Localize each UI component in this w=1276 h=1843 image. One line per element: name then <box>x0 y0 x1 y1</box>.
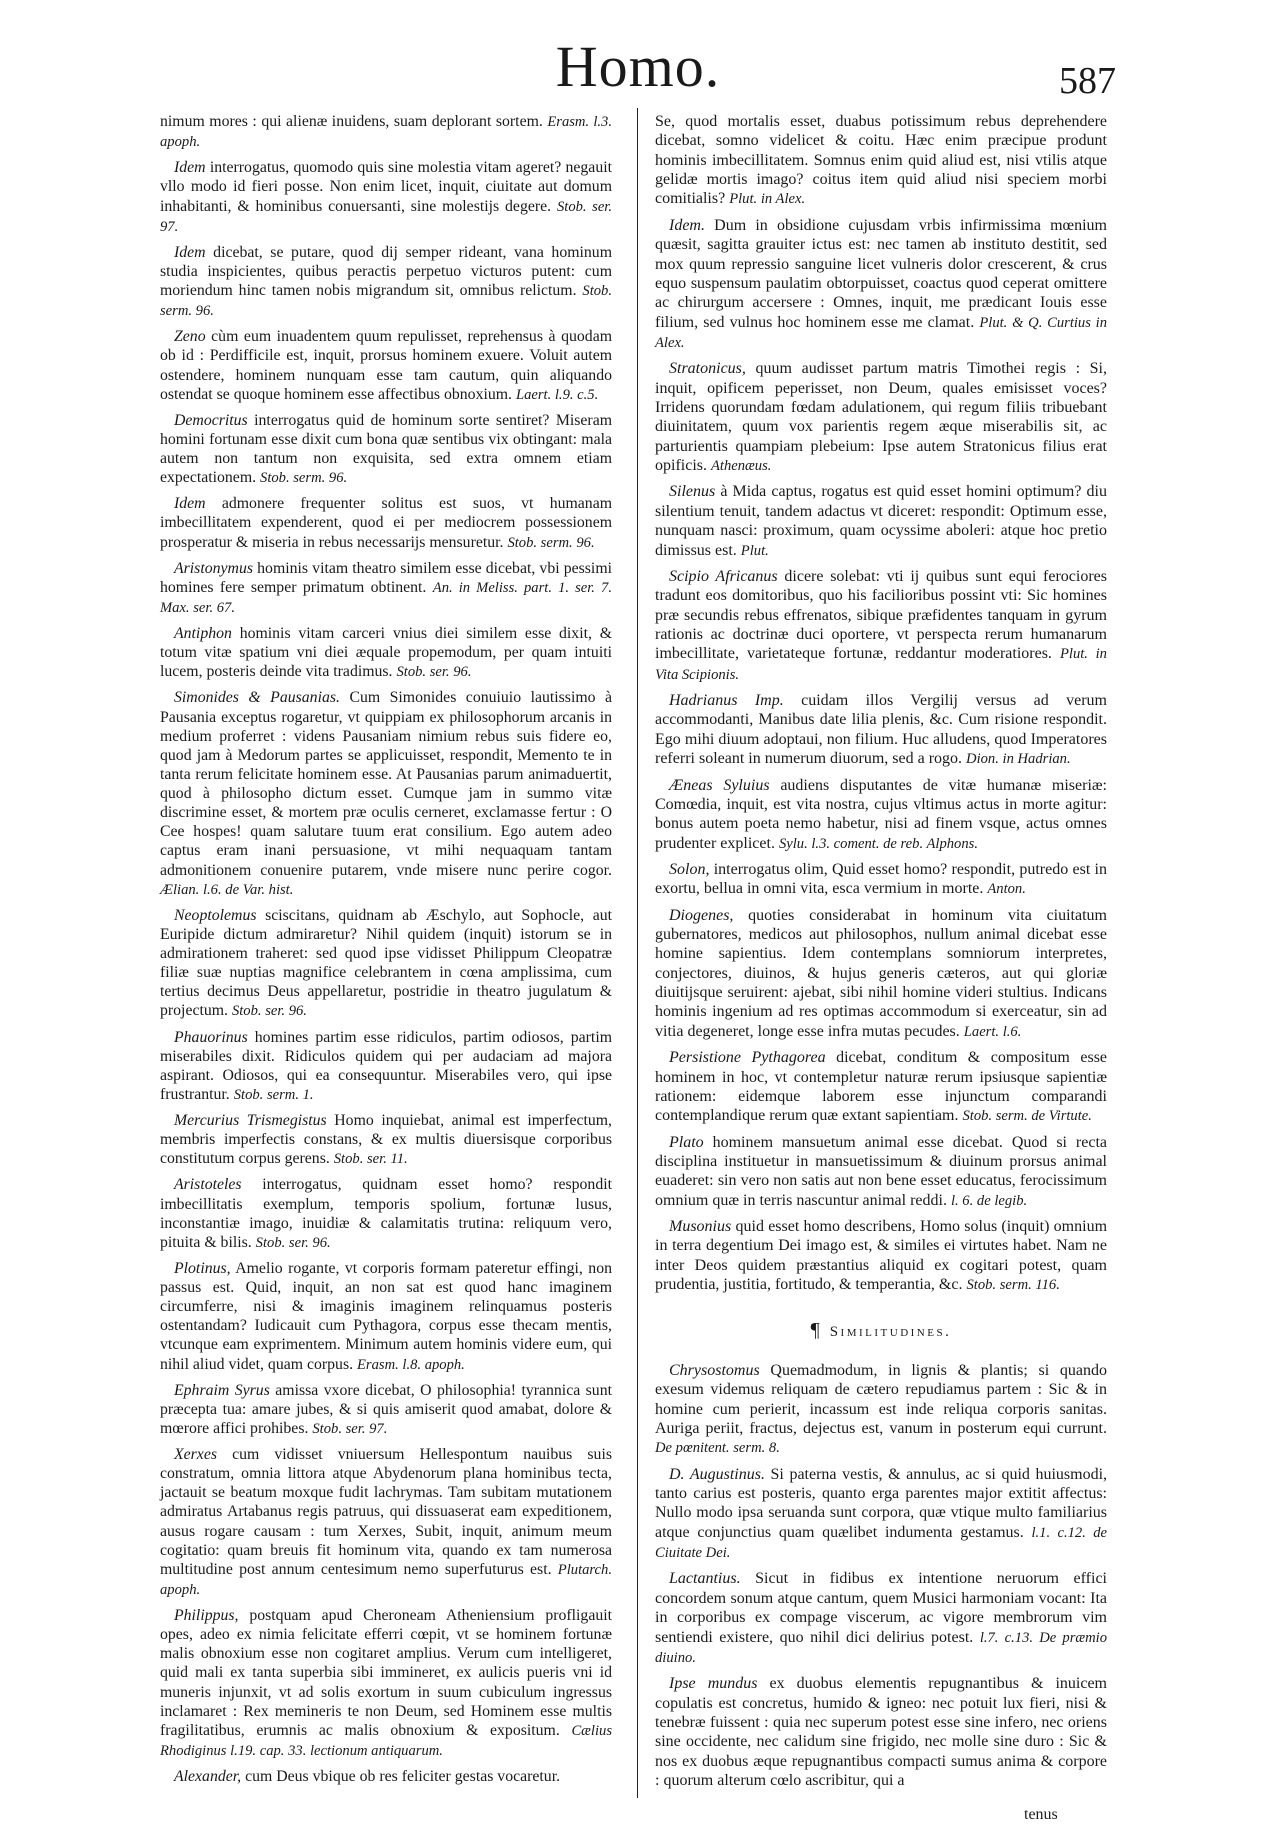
entry-author: Ipse mundus <box>669 1675 758 1693</box>
entry-author: Musonius <box>669 1218 732 1236</box>
left-column-entry <box>160 1381 612 1439</box>
entry-source: Dion. in Hadrian. <box>966 751 1071 768</box>
entry-source: Stob. ser. 96. <box>396 664 472 681</box>
left-column-entry <box>160 906 612 1022</box>
entry-text: interrogatus olim, Quid esset homo? respondit, putredo est in exortu, bellua in omni vita, esca vermium in morte. <box>655 860 1108 898</box>
left-column-entry <box>160 158 612 237</box>
entry-text: dicere solebat: vti ij quibus sunt equi ferociores tradunt eos domitoribus, quo his facilioribus possint vti: Sic homines præ secundis rebus effrenatos, sibique præfidentes tanquam in gyrum rationis ac doctrinæ duci oportere, vt perspecta rerum humanarum imbecillitate, varietateque fortunæ, reddantur moderatiores. <box>655 567 1107 663</box>
entry-author: Antiphon <box>174 625 232 642</box>
entry-text: homines partim esse ridiculos, partim odiosos, partim miserabiles dixit. Ridiculos quidem qui per audaciam ad majora aspirant. Odiosos, qui ea consequuntur. Miserabiles vero, qui ipse frustrantur. <box>160 1028 612 1103</box>
entry-author: Plotinus, <box>174 1259 231 1277</box>
right-column-entry <box>655 567 1107 685</box>
entry-text: hominem mansuetum animal esse dicebat. Quod si recta disciplina instituetur in mansuetissimum & diuinum prorsus animal euaderet: sin vero non satis aut non bene esset educatus, ferocissimum omnium quæ in terris nascuntur animal reddi. <box>655 1133 1108 1209</box>
left-column-entry <box>160 559 612 618</box>
left-column-entry <box>160 1259 612 1375</box>
entry-author: Scipio Africanus <box>669 567 778 585</box>
entry-source: Stob. serm. 1. <box>233 1086 314 1103</box>
entry-author: Zeno <box>174 328 206 346</box>
left-column <box>160 112 612 1792</box>
entry-source: l.7. c.13. De præmio diuino. <box>655 1629 1107 1666</box>
left-column-entry <box>160 494 612 552</box>
entry-source: Sylu. l.3. coment. de reb. Alphons. <box>778 835 978 852</box>
entry-source: Laert. l.9. c.5. <box>515 386 599 403</box>
section-heading-similitudines <box>655 1321 1107 1342</box>
entry-source: Stob. serm. 116. <box>966 1277 1060 1294</box>
entry-text: ex duobus elementis repugnantibus & inuicem copulatis est concretus, humido & igneo: nec potuit lux fieri, nisi & tenebræ fuissent : quia nec superum potest esse sine infero, nec oriens sine occidente, nec calidum sine frigido, nec molle sine duro : Sic & nos ex duobus æque repugnantibus compacti sumus anima & corpore : quorum alterum cœlo ascribitur, qui a <box>655 1675 1108 1790</box>
entry-text: quoties considerabat in hominum vita ciuitatum gubernatores, medicos aut philosophos, nullum animal dicebat esse homine sapientius. Idem contemplans somniorum interpretes, conjectores, diuinos, & hujus generis cæteros, aut qui gloriæ diuitijsque seruirent: ajebat, sibi nihil homine videri stultius. Indicans hominis ingenium ad res optimas accommodum si exerceatur, sin ad vitia degeneret, longe esse infra mutas pecudes. <box>655 906 1107 1040</box>
entry-author: Idem <box>174 159 206 177</box>
entry-source: Stob. ser. 97. <box>160 198 613 235</box>
entry-source: Ælian. l.6. de Var. hist. <box>160 881 294 898</box>
entry-author: Idem <box>174 243 206 261</box>
entry-author: Persistione Pythagorea <box>669 1049 826 1067</box>
left-column-entry <box>160 1028 612 1106</box>
entry-text: Homo inquiebat, animal est imperfectum, membris imperfectis constans, & ex multis diuersisque corporibus constitutum corpus gerens. <box>160 1112 612 1168</box>
entry-text: cùm eum inuadentem quum repulisset, reprehensus à quodam ob id : Perdifficile est, inquit, prorsus hominem exuere. Voluit autem ostendere, hominem nunquam esse tam cautum, quin aliquando ostendat se quoque hominem esse affectibus obnoxium. <box>160 328 612 403</box>
entry-text: admonere frequenter solitus est suos, vt humanam imbecillitatem expenderent, quod ei per mediocrem possessionem prosperatur & miseria in rebus necessarijs mensuretur. <box>160 495 612 551</box>
entry-text: audiens disputantes de vitæ humanæ miseriæ: Comœdia, inquit, est vita nostra, cujus vltimus actus in morte agitur: bonus autem poeta nemo habetur, nisi ad finem vsque, actus omnes prudenter explicet. <box>655 776 1107 852</box>
entry-author: Mercurius Trismegistus <box>174 1112 327 1129</box>
entry-author: Æneas Syluius <box>669 776 770 794</box>
entry-text: interrogatus quid de hominum sorte sentiret? Miseram homini fortunam esse dixit cum bona quæ sentibus vix obtingant: mala autem non tantum non exquisita, sed extra omnem etiam expectationem. <box>160 411 612 487</box>
entry-author: Phauorinus <box>174 1028 248 1046</box>
entry-author: Ephraim Syrus <box>174 1381 270 1399</box>
entry-text: hominis vitam carceri vnius diei similem esse dixit, & totum vitæ spatium vni diei æquale propemodum, per quam intuiti lucem, posteris deinde vita tradimus. <box>160 625 612 681</box>
entry-source: Erasm. l.8. apoph. <box>357 1356 465 1373</box>
entry-source: Plut. in Vita Scipionis. <box>655 646 1107 683</box>
entry-author: Plato <box>669 1133 704 1151</box>
left-column-entry <box>160 1175 612 1253</box>
entry-text: cuidam illos Vergilij versus ad verum accommodanti, Manibus date lilia plenis, &c. Cum risione respondit. Ego mihi diuum adoptaui, non filium. Huc alludens, quod Imperatores referri soleant in numerum diuorum, sed a rogo. <box>655 692 1107 768</box>
left-column-entry <box>160 327 612 405</box>
entry-source: Stob. serm. 96. <box>507 534 595 551</box>
left-column-entry <box>160 1606 612 1761</box>
entry-text: à Mida captus, rogatus est quid esset homini optimum? diu silentium tenuit, tandem adactus vt diceret: respondit: Optimum esse, nunquam nasci: proximum, quam ocyssime aboleri: atque hoc pretio dimissus est. <box>655 483 1107 559</box>
entry-text: postquam apud Cheroneam Atheniensium profligauit opes, adeo ex nimia felicitate efferri cœpit, vt se hominem fortunæ malis obnoxium esse non cogitaret amplius. Verum cum intelligeret, quid mali ex tanta superbia sibi immineret, ex aulicis pueris vni id muneris injunxit, vt ad solis exortum in suum cubiculum ingressus inclamaret : Rex memineris te non Deum, sed Hominem esse multis fragilitatibus, erumnis ac malis obnoxium & expositum. <box>160 1607 613 1739</box>
entry-text: Si paterna vestis, & annulus, ac si quid huiusmodi, tanto carius est posteris, quanto erga parentes major extitit affectus: Nullo modo ipsa seruanda sunt corpora, quæ vtique multo familiarius atque conjunctius quam quælibet indumenta gestamus. <box>655 1465 1108 1541</box>
entry-author: Aristonymus <box>174 559 253 577</box>
entry-source: Laert. l.6. <box>963 1023 1022 1040</box>
entry-text: cum vidisset vniuersum Hellespontum nauibus suis constratum, omnia littora atque Abydenorum plana hominibus tecta, jactauit se beatum moxque fudit lachrymas. Tam subitam mutationem admiratus Artabanus regis patruus, qui dissuaserat eam expeditionem, ausus rogare causam : tum Xerxes, Subit, inquit, animum meum cogitatio: quam breuis fit hominum vita, quando ex tam numerosa multitudine post annum centesimum nemo superfuturus est. <box>160 1446 612 1578</box>
entry-author: Idem. <box>669 216 705 234</box>
left-column-entry <box>160 112 612 152</box>
right-column-entry <box>655 482 1107 560</box>
entry-source: Athenæus. <box>711 458 772 475</box>
entry-author: Lactantius. <box>669 1570 741 1588</box>
similitudines-entry <box>655 1361 1107 1459</box>
page-number: 587 <box>1059 60 1116 102</box>
entry-text: Sicut in fidibus ex intentione neruorum effici concordem sonum atque cantum, quem Musici harmoniam vocant: Ita in corporibus ex compage viscerum, ac vigore membrorum vim sentiendi existere, quo nihil dici delirius potest. <box>655 1570 1108 1646</box>
entry-source: Plut. <box>740 542 769 559</box>
entry-author: Philippus, <box>174 1607 239 1624</box>
entry-source: Plut. in Alex. <box>729 191 806 208</box>
entry-author: Democritus <box>174 411 248 429</box>
entry-author: Solon, <box>669 860 710 878</box>
entry-text: cum Deus vbique ob res feliciter gestas vocaretur. <box>245 1768 561 1785</box>
left-column-entry <box>160 624 612 682</box>
entry-author: Aristoteles <box>174 1176 242 1194</box>
entry-text: Dum in obsidione cujusdam vrbis infirmissima mœnium quæsit, sagitta grauiter ictus est: nec tamen ab instituto destitit, sed mox quum repressio sanguine licet vulneris dolor crescerent, & crus equo suspensum paulatim obtorpuisset, coactus quod ceperat omittere ac chirurgum accersere : Omnes, inquit, me prædicant Iouis esse filium, sed vulnus hoc hominem esse me clamat. <box>655 216 1108 331</box>
entry-text: amissa vxore dicebat, O philosophia! tyrannica sunt præcepta tua: amare jubes, & si quis amiserit quod amabat, dolore & mœrore affici prohibes. <box>160 1381 612 1437</box>
section-heading-text: Similitudines. <box>829 1324 952 1341</box>
right-column-entry <box>655 1048 1107 1126</box>
entry-source: Plut. & Q. Curtius in Alex. <box>655 314 1108 351</box>
similitudines-entry <box>655 1569 1107 1668</box>
entry-author: D. Augustinus. <box>669 1465 765 1483</box>
left-column-entry <box>160 1111 612 1169</box>
entry-author: Chrysostomus <box>669 1361 760 1379</box>
entry-text: quid esset homo describens, Homo solus (inquit) omnium in terra degentium Dei imago est, & similes ei virtutes habet. Nam ne inter Deos quidem præstantius aliquid ex cogitari potest, quam prudentia, justitia, fortitudo, & temperantia, &c. <box>655 1218 1108 1294</box>
entry-author: Diogenes, <box>669 906 734 924</box>
entry-source: Stob. serm. de Virtute. <box>962 1108 1092 1125</box>
left-column-entry <box>160 411 612 489</box>
entry-source: l. 6. de legib. <box>950 1192 1028 1209</box>
catchword: tenus <box>1024 1806 1058 1823</box>
column-divider <box>637 108 638 1798</box>
left-column-entry <box>160 1445 612 1600</box>
entry-source: Stob. ser. 96. <box>255 1234 331 1251</box>
entry-text: hominis vitam theatro similem esse dicebat, vbi pessimi homines fere semper primatum obtinent. <box>160 559 613 596</box>
entry-author: Xerxes <box>174 1446 217 1463</box>
entry-source: Cælius Rhodiginus l.19. cap. 33. lectionum antiquarum. <box>160 1722 613 1759</box>
pilcrow-icon: ¶ <box>810 1319 820 1342</box>
entry-text: Amelio rogante, vt corporis formam pateretur effingi, non passus est. Quid, inquit, an non sat est quod hanc imaginem circumferre, nisi & imaginis imaginem relinquamus posteris ostentandam? Iudicauit cum Pythagora, corpus esse thecam mentis, vtcunque eam exprimentem. Minimum autem hominis videre eum, qui nihil aliud videt, quam corpus. <box>160 1259 613 1373</box>
entry-text: Quemadmodum, in lignis & plantis; si quando exesum videmus reliquam de cætero repudiamus partem : Sic & in homine cum perierit, incassum est inde reliqua corporis sanitas. Auriga periit, fractus, dejectus est, vanum in posterum equi currunt. <box>655 1361 1107 1437</box>
right-column-entry <box>655 691 1107 769</box>
right-column-entry <box>655 112 1107 210</box>
right-column-entry <box>655 860 1107 900</box>
entry-author: Stratonicus, <box>669 360 746 378</box>
right-column-entry <box>655 906 1107 1043</box>
entry-author: Silenus <box>669 483 716 501</box>
entry-source: Stob. ser. 97. <box>312 1420 388 1437</box>
entry-author: Hadrianus Imp. <box>669 692 784 710</box>
entry-source: l.1. c.12. de Ciuitate Dei. <box>655 1524 1107 1562</box>
entry-source: Plutarch. apoph. <box>160 1561 612 1598</box>
entry-source: Erasm. l.3. apoph. <box>160 114 612 151</box>
entry-text: sciscitans, quidnam ab Æschylo, aut Sophocle, aut Euripide dictum admiraretur? Nihil quidem (inquit) istorum se in admirationem traheret: sed quod ipse vidisset Philippum Cleopatræ filiæ suæ nuptias magnifice celebrantem in cœna amplissima, cum tertius decimus Deus appellaretur, postridie in theatro jugulatum & projectum. <box>160 906 612 1020</box>
entry-text: Cum Simonides conuiuio lautissimo à Pausania exceptus rogaretur, vt quippiam ex philosophorum arcanis in medium proferret : videns Pausaniam nimium rebus suis fidere eo, quod jam à Medorum partes se applicuisset, respondit, Memento te in tanta rerum felicitate hominem esse. At Pausanias parum animaduertit, quod à philosopho dictum esset. Cumque jam in summo vitæ discrimine esset, & mortem præ oculis cerneret, exclamasse fertur : O Cee hospes! quam salutare tuum erat consilium. Ego autem adeo captus eram inani persuasione, vt mihi nequaquam tantam admonitionem conuenire putarem, vnde misere nunc perire cogor. <box>160 689 612 879</box>
right-column-entry <box>655 1217 1107 1295</box>
entry-source: Stob. ser. 11. <box>333 1151 408 1168</box>
right-column-entry <box>655 776 1107 854</box>
entry-text: dicebat, conditum & compositum esse hominem in hoc, vt contempletur naturæ rerum ipsiusque sapientiæ rationem: eidemque laborem esse injunctum comparandi contemplandique rerum quæ extant sapientiam. <box>655 1049 1108 1125</box>
entry-author: Alexander, <box>174 1768 242 1785</box>
entry-source: Anton. <box>987 881 1026 898</box>
entry-source: An. in Meliss. part. 1. ser. 7. Max. ser. 67. <box>160 579 612 616</box>
similitudines-entry <box>655 1465 1107 1564</box>
entry-text: quum audisset partum matris Timothei regis : Si, inquit, opificem peperisset, non Deum, quales emisisset voces? Irridens quorundam fœdam adulationem, qui regum filiis tribuebant diuinitatem, quum vox parientis regem æque miserabilis sit, ac parturientis quampiam plebeium: Ipse autem Stratonicus filius erat opificis. <box>655 360 1108 475</box>
entry-author: Neoptolemus <box>174 906 257 924</box>
entry-source: De pœnitent. serm. 8. <box>655 1440 780 1457</box>
right-column-entry <box>655 216 1107 354</box>
left-column-entry <box>160 1767 612 1786</box>
running-title: Homo. <box>555 34 721 99</box>
right-column-entry <box>655 1133 1107 1211</box>
right-column-entry <box>655 359 1107 476</box>
right-column <box>655 112 1107 1796</box>
entry-author: Simonides & Pausanias. <box>174 689 340 707</box>
entry-text: dicebat, se putare, quod dij semper rideant, vana hominum studia inspicientes, quibus peractis perpetuo victuros putent: cum moriendum hinc tamen nobis migrandum sit, omnibus relictum. <box>160 243 612 299</box>
entry-text: interrogatus, quomodo quis sine molestia vitam ageret? negauit vllo modo id fieri posse. Non enim licet, inquit, ciuitate aut domum inhabitanti, & hominibus conuersanti, sine molestijs degere. <box>160 159 612 215</box>
entry-text: interrogatus, quidnam esset homo? respondit imbecillitatis exemplum, temporis spolium, fortunæ lusus, inconstantiæ imago, inuidiæ & calamitatis trutina: reliquum vero, pituita & bilis. <box>160 1176 612 1251</box>
entry-source: Stob. serm. 96. <box>160 283 612 320</box>
similitudines-entry <box>655 1674 1107 1790</box>
entry-source: Stob. ser. 96. <box>231 1003 307 1020</box>
entry-text: Se, quod mortalis esset, duabus potissimum rebus deprehendere dicebat, somno videlicet & coitu. Hæc enim præcipue produnt hominis imbecillitatem. Somnus enim quid aliud est, nisi vtilis atque gelidæ mortis imago? coitus item quid aliud nisi speciem morbi comitialis? <box>655 113 1107 208</box>
entry-text: nimum mores : qui alienæ inuidens, suam deplorant sortem. <box>160 113 543 130</box>
entry-source: Stob. serm. 96. <box>260 470 348 487</box>
left-column-entry <box>160 688 612 899</box>
entry-author: Idem <box>174 495 206 513</box>
left-column-entry <box>160 243 612 322</box>
